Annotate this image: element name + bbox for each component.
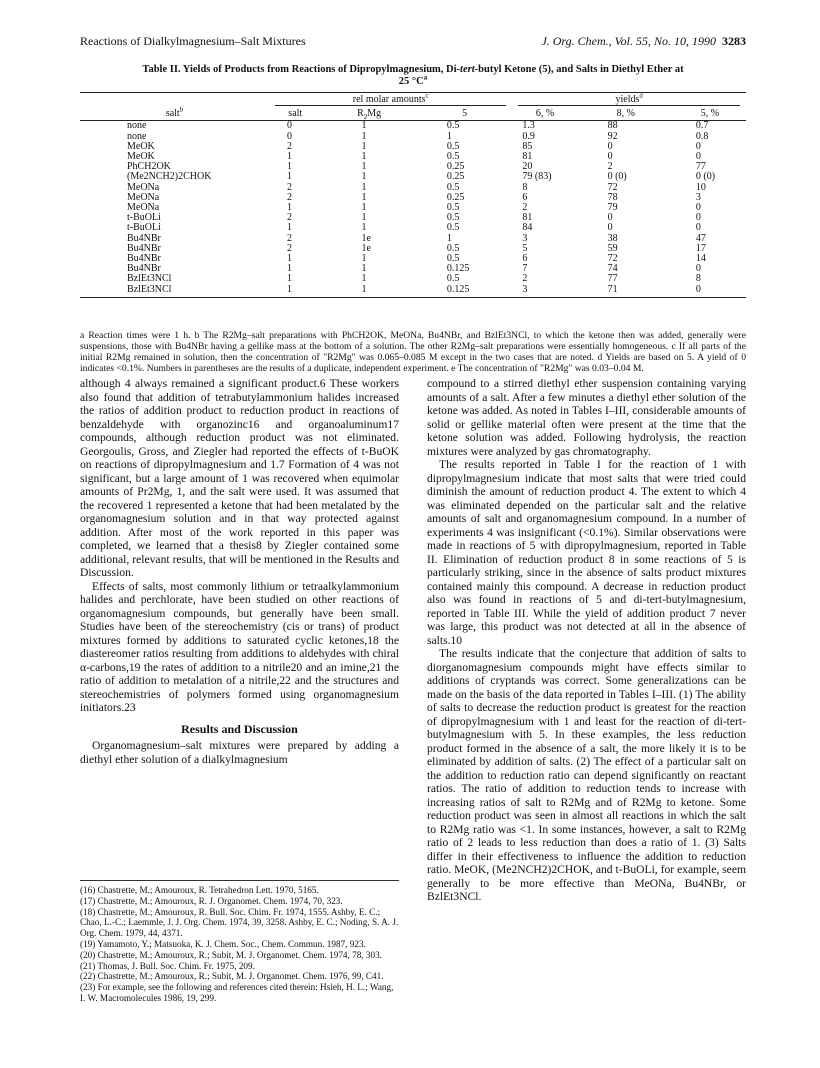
cell-salt-amount: 1 [287, 171, 293, 183]
reference-item: (16) Chastrette, M.; Amouroux, R. Tetrahedron Lett. 1970, 5165. [80, 885, 319, 895]
cell-yield-8: 74 [607, 263, 618, 275]
cell-r2mg-amount: 1 [361, 161, 367, 173]
cell-salt-amount: 2 [287, 212, 293, 224]
table-caption-sup: a [423, 73, 428, 82]
table-caption-part-a: Table II. Yields of Products from Reactions of Dipropylmagnesium, Di- [142, 64, 461, 75]
cell-yield-5: 0 [695, 140, 701, 152]
table-row [80, 183, 746, 193]
cell-salt: BzlEt3NCl [80, 285, 269, 298]
cell-ketone-amount: 0.5 [446, 273, 460, 285]
reference-item: (23) For example, see the following and references cited therein: Hsieh, H. L.; Wang, I. W. Macromolecules 1986, 19, 299. [80, 982, 394, 1003]
table-row [80, 244, 746, 254]
cell-salt-amount: 1 [269, 285, 321, 298]
cell-salt: PhCH2OK [127, 161, 171, 173]
cell-r2mg-amount: 1 [361, 212, 367, 224]
cell-yield-8: 59 [607, 242, 618, 254]
right-paragraph-1: compound to a stirred diethyl ether suspension containing varying amounts of a salt. After a few minutes a diethyl ether solution of the ketone was added. As noted in Tables I–III, considerable amounts of solid or gellike material often were present at the time that the ketone solution was added. Following hydrolysis, the reaction mixtures were analyzed by gas chromatography. [427, 377, 746, 458]
cell-yield-6: 7 [522, 263, 528, 275]
table-row [80, 132, 746, 142]
reference-item: (22) Chastrette, M.; Amouroux, R.; Subit, M. J. Organomet. Chem. 1976, 99, C41. [80, 971, 384, 982]
cell-ketone-amount: 0.5 [446, 222, 460, 234]
table-row [80, 234, 746, 244]
cell-yield-8: 79 [607, 202, 618, 214]
cell-salt-amount: 1 [287, 151, 293, 163]
cell-yield-5: 0 [695, 151, 701, 163]
page-number: 3283 [722, 34, 746, 48]
cell-salt-amount: 2 [287, 181, 293, 193]
cell-r2mg-amount: 1 [361, 263, 367, 275]
col-r2mg-tail: Mg [367, 108, 382, 120]
reference-item: (20) Chastrette, M.; Amouroux, R.; Subit, M. J. Organomet. Chem. 1974, 78, 303. [80, 949, 382, 960]
table-row [80, 254, 746, 264]
cell-r2mg-amount: 1 [361, 202, 367, 214]
col-header-ketone: 5 [417, 107, 513, 121]
cell-r2mg-amount: 1 [361, 273, 367, 285]
cell-ketone-amount: 0.25 [446, 161, 465, 173]
col-header-yield-5: 5, % [674, 107, 746, 121]
cell-yield-6: 2 [522, 273, 528, 285]
cell-r2mg-amount: 1 [361, 181, 367, 193]
cell-salt: Bu4NBr [127, 232, 161, 244]
cell-salt-amount: 1 [287, 253, 293, 265]
cell-r2mg-amount: 1e [361, 232, 371, 244]
cell-salt: MeONa [127, 202, 160, 214]
cell-r2mg-amount: 1 [321, 285, 416, 298]
table-row [80, 213, 746, 223]
cell-salt: Bu4NBr [127, 263, 161, 275]
cell-yield-5: 14 [695, 253, 706, 265]
cell-ketone-amount: 0.5 [446, 212, 460, 224]
section-heading: Results and Discussion [181, 721, 298, 736]
cell-yield-5: 8 [695, 273, 701, 285]
cell-yield-8: 71 [578, 285, 674, 298]
cell-yield-5: 0 [695, 202, 701, 214]
cell-ketone-amount: 0.5 [446, 242, 460, 254]
table-caption-tert: tert [460, 64, 475, 75]
cell-r2mg-amount: 1 [361, 120, 367, 132]
left-paragraph-2: Effects of salts, most commonly lithium or tetraalkylammonium halides and perchlorate, have been studied on other reactions of organomagnesium compounds, but generally have been small. Studies have been of the stereochemistry (cis or trans) of product mixtures formed by additions to saturated cyclic ketones,18 the diastereomer ratios resulting from additions to aldehydes with chiral α-carbons,19 the rates of addition to a nitrile20 and an imine,21 the ratio of addition to metalation of a nitrile,22 and the structures and stereochemistries of polymers formed using organomagnesium initiators.23 [80, 579, 399, 714]
cell-yield-5: 0 [674, 285, 746, 298]
cell-salt: none [127, 130, 147, 142]
col-salt-label: salt [165, 108, 180, 120]
left-column [80, 377, 399, 766]
cell-salt-amount: 1 [287, 161, 293, 173]
cell-yield-6: 20 [522, 161, 533, 173]
cell-salt-amount: 2 [287, 232, 293, 244]
group-rel-molar [275, 91, 506, 106]
references-list [80, 880, 399, 1004]
cell-salt: t-BuOLi [127, 212, 161, 224]
cell-salt: t-BuOLi [127, 222, 161, 234]
reference-item: (17) Chastrette, M.; Amouroux, R. J. Organomet. Chem. 1974, 70, 323. [80, 895, 343, 906]
cell-yield-8: 0 [607, 212, 613, 224]
cell-ketone-amount: 0.5 [446, 120, 460, 132]
table-caption-part-c: 25 °C [398, 76, 424, 87]
cell-ketone-amount: 0.5 [446, 202, 460, 214]
cell-salt: Bu4NBr [127, 253, 161, 265]
cell-yield-5: 0 (0) [695, 171, 716, 183]
cell-yield-8: 78 [607, 191, 618, 203]
cell-salt: Bu4NBr [127, 242, 161, 254]
journal-name: J. Org. Chem., Vol. 55, No. 10, 1990 [541, 34, 716, 48]
cell-ketone-amount: 0.5 [446, 140, 460, 152]
cell-yield-6: 6 [522, 253, 528, 265]
reference-item: (18) Chastrette, M.; Amouroux, R. Bull. Soc. Chim. Fr. 1974, 1555. Ashby, E. C.; Chao, L.-C.; Laemmle, J. J. Org. Chem. 1974, 39, 3258. Ashby, E. C.; Noding, S. A. J. Org. Chem. 1979, 44, 4371. [80, 906, 399, 939]
cell-salt-amount: 2 [287, 140, 293, 152]
cell-yield-8: 0 [607, 222, 613, 234]
cell-r2mg-amount: 1e [361, 242, 371, 254]
cell-yield-8: 77 [607, 273, 618, 285]
cell-salt-amount: 2 [287, 191, 293, 203]
cell-r2mg-amount: 1 [361, 253, 367, 265]
cell-yield-6: 1.3 [522, 120, 535, 132]
table-row [80, 121, 746, 132]
cell-ketone-amount: 0.5 [446, 151, 460, 163]
group-rel-sup: c [425, 91, 429, 100]
cell-ketone-amount: 0.25 [446, 171, 465, 183]
cell-yield-6: 81 [522, 212, 533, 224]
right-column [427, 377, 746, 904]
cell-r2mg-amount: 1 [361, 191, 367, 203]
cell-ketone-amount: 1 [446, 232, 452, 244]
cell-salt: none [127, 120, 147, 132]
table-body [80, 121, 746, 297]
col-r2mg-sub: 2 [363, 113, 368, 122]
cell-r2mg-amount: 1 [361, 222, 367, 234]
cell-yield-8: 88 [607, 120, 618, 132]
table-row [80, 142, 746, 152]
cell-salt-amount: 1 [287, 222, 293, 234]
table-row [80, 203, 746, 213]
table-footnotes: a Reaction times were 1 h. b The R2Mg–salt preparations with PhCH2OK, MeONa, Bu4NBr, and BzlEt3NCl, to which the ketone then was added, generally were suspensions, those with Bu4NBr having a gellike mass at the bottom of a solution. The other R2Mg–salt preparations were essentially homogeneous. c If all parts of the initial R2Mg remained in solution, then the concentration of "R2Mg" was 0.065–0.085 M except in the two cases that are noted. d Yields are based on 5. A yield of 0 indicates <0.1%. Numbers in parentheses are the results of a duplicate, independent experiment. e The concentration of "R2Mg" was 0.03–0.04 M. [80, 330, 746, 374]
running-title: Reactions of Dialkylmagnesium–Salt Mixtures [80, 34, 306, 48]
cell-salt-amount: 1 [287, 202, 293, 214]
cell-yield-5: 0 [695, 263, 701, 275]
cell-salt-amount: 1 [287, 273, 293, 285]
cell-r2mg-amount: 1 [361, 151, 367, 163]
results-table [80, 92, 746, 298]
cell-salt-amount: 2 [287, 242, 293, 254]
table-row [80, 152, 746, 162]
group-rel-label: rel molar amounts [352, 94, 426, 105]
cell-salt: MeONa [127, 191, 160, 203]
cell-yield-8: 0 [607, 140, 613, 152]
reference-item: (21) Thomas, J. Bull. Soc. Chim. Fr. 1975, 209. [80, 960, 255, 971]
group-yields-sup: d [639, 91, 643, 100]
cell-yield-6: 84 [522, 222, 533, 234]
cell-yield-5: 0 [695, 222, 701, 234]
cell-yield-5: 10 [695, 181, 706, 193]
journal-citation [541, 34, 746, 49]
cell-salt: (Me2NCH2)2CHOK [127, 171, 212, 183]
cell-ketone-amount: 0.5 [446, 181, 460, 193]
table-row [80, 274, 746, 284]
cell-ketone-amount: 0.125 [446, 263, 470, 275]
cell-yield-8: 0 (0) [607, 171, 627, 183]
cell-yield-8: 0 [607, 151, 613, 163]
cell-ketone-amount: 0.5 [446, 253, 460, 265]
table-row [80, 172, 746, 182]
cell-yield-8: 92 [607, 130, 618, 142]
cell-yield-5: 0 [695, 212, 701, 224]
cell-yield-6: 8 [522, 181, 528, 193]
cell-yield-6: 3 [522, 232, 528, 244]
group-yields-label: yields [615, 94, 640, 105]
table-column-header [80, 107, 746, 121]
cell-yield-5: 77 [695, 161, 706, 173]
cell-yield-6: 3 [512, 285, 577, 298]
table-row [80, 193, 746, 203]
cell-yield-5: 0.8 [695, 130, 709, 142]
cell-yield-5: 3 [695, 191, 701, 203]
table-row [80, 264, 746, 274]
table-row [80, 285, 746, 298]
cell-ketone-amount: 0.125 [417, 285, 513, 298]
cell-salt: MeOK [127, 140, 155, 152]
cell-yield-6: 2 [522, 202, 528, 214]
table-row [80, 223, 746, 233]
col-salt-sup: b [179, 105, 184, 114]
cell-yield-6: 6 [522, 191, 528, 203]
cell-salt: MeOK [127, 151, 155, 163]
cell-yield-8: 2 [607, 161, 613, 173]
cell-yield-6: 5 [522, 242, 528, 254]
cell-ketone-amount: 0.25 [446, 191, 465, 203]
table-caption-part-b: -butyl Ketone (5), and Salts in Diethyl Ether at [474, 64, 684, 75]
col-header-yield-8: 8, % [578, 107, 674, 121]
left-paragraph-3: Organomagnesium–salt mixtures were prepared by adding a diethyl ether solution of a dialkylmagnesium [80, 739, 399, 766]
right-paragraph-2: The results reported in Table I for the reaction of 1 with dipropylmagnesium indicate that most salts that were tried could diminish the amount of reduction product 4. The extent to which 4 was eliminated depended on the particular salt and the relative amounts of salt and organomagnesium compound. In a number of experiments 4 was insignificant (<0.1%). Similar observations were made in reactions of 5 with dipropylmagnesium, reported in Table II. Elimination of reduction product 8 in some reactions of 5 is particularly striking, since in the absence of salts product mixtures contained mainly this compound. A decrease in reduction product also was found in reactions of 5 and di-tert-butylmagnesium, reported in Table III. While the yield of addition product 7 never was large, this product was not detected at all in the absence of salts.10 [427, 458, 746, 647]
cell-yield-5: 0.7 [695, 120, 709, 132]
right-paragraph-3: The results indicate that the conjecture that addition of salts to diorganomagnesium compounds might have effects similar to additions of cryptands was correct. Some generalizations can be made on the basis of the data reported in Tables I–III. (1) The ability of salts to decrease the reduction product is greatest for the reaction of dipropylmagnesium with 1 and least for the reaction of di-tert-butylmagnesium with 5. In these examples, the less reduction product formed in the absence of a salt, the more likely it is to be eliminated by addition of salts. (2) The effect of a particular salt on the addition to reduction ratio can depend significantly on reactant ratios. The ratio of addition to reduction tends to increase with increasing ratios of salt to R2Mg and of R2Mg to ketone. Some reduction product was seen in almost all reactions in which the salt to R2Mg ratio was <1. In some instances, however, a salt to R2Mg ratio of 2 leads to less reduction than does a ratio of 1. (3) Salts differ in their effectiveness to influence the addition to reduction ratio. MeOK, (Me2NCH2)2CHOK, and t-BuOLi, for example, seem generally to be more effective than MeONa, Bu4NBr, or BzlEt3NCl. [427, 647, 746, 903]
cell-yield-8: 38 [607, 232, 618, 244]
reference-item: (19) Yamamoto, Y.; Matsuoka, K. J. Chem. Soc., Chem. Commun. 1987, 923. [80, 938, 366, 949]
group-yields [518, 91, 740, 106]
col-header-salt-amount: salt [269, 107, 321, 121]
table-caption [80, 64, 746, 88]
cell-ketone-amount: 1 [446, 130, 452, 142]
running-header [80, 34, 746, 50]
col-header-r2mg [321, 107, 416, 121]
cell-yield-8: 72 [607, 253, 618, 265]
cell-yield-6: 81 [522, 151, 533, 163]
cell-yield-6: 79 (83) [522, 171, 552, 183]
cell-salt-amount: 1 [287, 263, 293, 275]
cell-salt-amount: 0 [287, 130, 293, 142]
cell-r2mg-amount: 1 [361, 171, 367, 183]
cell-yield-8: 72 [607, 181, 618, 193]
col-header-salt [80, 107, 269, 121]
col-header-yield-6: 6, % [512, 107, 577, 121]
cell-yield-5: 17 [695, 242, 706, 254]
cell-salt: BzlEt3NCl [127, 273, 172, 285]
cell-yield-6: 0.9 [522, 130, 535, 142]
cell-salt-amount: 0 [287, 120, 293, 132]
cell-yield-6: 85 [522, 140, 533, 152]
col-r2mg-r: R [357, 108, 364, 120]
cell-yield-5: 47 [695, 232, 706, 244]
cell-r2mg-amount: 1 [361, 130, 367, 142]
cell-r2mg-amount: 1 [361, 140, 367, 152]
cell-salt: MeONa [127, 181, 160, 193]
left-paragraph-1: although 4 always remained a significant product.6 These workers also found that addition of tetrabutylammonium halides increased the ratios of addition product to reduction product in reactions of benzaldehyde with organozinc16 and organoaluminum17 compounds, although reduction product was not eliminated. Georgoulis, Gross, and Ziegler had reported the effects of t-BuOK on reactions of dipropylmagnesium and 1.7 Formation of 4 was not significant, but a large amount of 1 was recovered when equimolar amounts of Pr2Mg, 1, and the salt were used. It was assumed that the recovered 1 represented a ketone that had been metalated by the organomagnesium solution and in that way protected against addition. After most of the work reported in this paper was completed, we learned that a thesis8 by Ziegler contained some additional, relevant results, that will be mentioned in the Results and Discussion. [80, 377, 399, 579]
